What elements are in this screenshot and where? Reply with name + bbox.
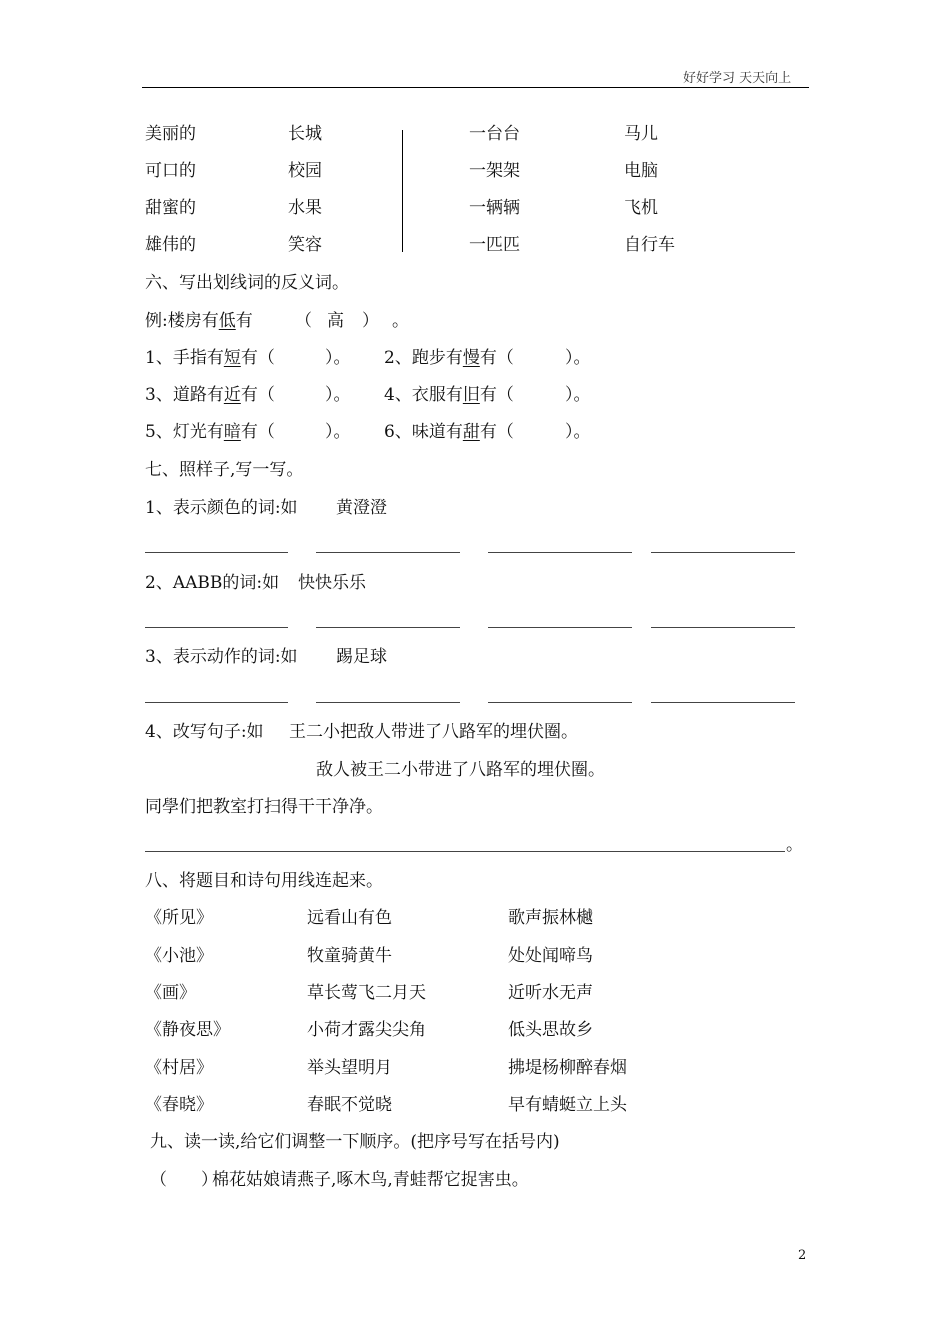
poem-line-b-1: 歌声振林樾 [508,908,593,928]
q1-blank-2[interactable] [316,552,460,553]
measure-1: 一台台 [469,124,520,144]
page-number: 2 [798,1248,807,1263]
object-1: 马儿 [624,124,658,144]
antonym-item-4-close: ）。 [565,385,591,405]
example-answer: 高 [327,311,344,331]
measure-4: 一匹匹 [469,235,520,255]
section6-example [145,310,253,332]
q3-blank-2[interactable] [316,702,460,703]
poem-title-4: 《静夜思》 [145,1020,230,1040]
q3-blank-4[interactable] [651,702,795,703]
poem-line-b-3: 近听水无声 [508,983,593,1003]
q2-label: 2、AABB的词:如 [145,573,280,593]
poem-line-a-1: 远看山有色 [307,908,392,928]
adjective-3: 甜蜜的 [145,198,196,218]
noun-1: 长城 [288,124,322,144]
page-header: 好好学习 天天向上 [683,71,792,86]
poem-line-b-4: 低头思故乡 [508,1020,593,1040]
measure-2: 一架架 [469,161,520,181]
poem-title-3: 《画》 [145,983,196,1003]
poem-title-2: 《小池》 [145,946,213,966]
q1-example: 黄澄澄 [336,498,387,518]
antonym-item-2: 2、跑步有慢有（ [384,348,514,368]
section6-title: 六、写出划线词的反义词。 [145,273,349,293]
q4-end-mark: 。 [786,835,803,855]
q2-blank-3[interactable] [488,627,632,628]
example-suffix: 有 [235,311,253,331]
antonym-item-3: 3、道路有近有（ [145,385,275,405]
noun-3: 水果 [288,198,322,218]
order-item-1-text: 棉花姑娘请燕子,啄木鸟,青蛙帮它捉害虫。 [212,1170,529,1190]
antonym-item-1: 1、手指有短有（ [145,348,275,368]
q1-blank-3[interactable] [488,552,632,553]
q1-blank-1[interactable] [145,552,288,553]
section9-title: 九、读一读,给它们调整一下顺序。(把序号写在括号内) [150,1132,560,1152]
object-2: 电脑 [624,161,658,181]
q2-blank-4[interactable] [651,627,795,628]
poem-line-a-3: 草长莺飞二月天 [307,983,426,1003]
q3-blank-3[interactable] [488,702,632,703]
q4-label: 4、改写句子:如 [145,722,264,742]
antonym-item-6-close: ）。 [565,422,591,442]
adjective-1: 美丽的 [145,124,196,144]
q4-example-1: 王二小把敌人带进了八路军的埋伏圈。 [289,722,578,742]
antonym-item-2-close: ）。 [565,348,591,368]
q4-example-2: 敌人被王二小带进了八路军的埋伏圈。 [316,760,605,780]
q2-example: 快快乐乐 [298,573,366,593]
section8-title: 八、将题目和诗句用线连起来。 [145,871,383,891]
poem-line-b-6: 早有蜻蜓立上头 [508,1095,627,1115]
q1-label: 1、表示颜色的词:如 [145,498,298,518]
example-prefix: 例:楼房有 [145,311,219,331]
q3-label: 3、表示动作的词:如 [145,647,298,667]
poem-line-a-5: 举头望明月 [307,1058,392,1078]
antonym-item-4: 4、衣服有旧有（ [384,385,514,405]
q4-answer-blank[interactable] [145,851,785,852]
header-rule [142,87,809,88]
order-item-1-paren[interactable]: （ ） [150,1170,218,1190]
measure-3: 一辆辆 [469,198,520,218]
adjective-4: 雄伟的 [145,235,196,255]
poem-title-6: 《春晓》 [145,1095,213,1115]
poem-line-b-2: 处处闻啼鸟 [508,946,593,966]
example-paren-close: ） [362,311,379,331]
antonym-item-6: 6、味道有甜有（ [384,422,514,442]
antonym-item-1-close: ）。 [325,348,351,368]
poem-line-a-6: 春眠不觉晓 [307,1095,392,1115]
poem-line-a-4: 小荷才露尖尖角 [307,1020,426,1040]
example-end: 。 [392,311,409,331]
q2-blank-1[interactable] [145,627,288,628]
section7-title: 七、照样子,写一写。 [145,460,304,480]
poem-title-5: 《村居》 [145,1058,213,1078]
antonym-item-5-close: ）。 [325,422,351,442]
antonym-item-5: 5、灯光有暗有（ [145,422,275,442]
example-underlined: 低 [218,311,236,331]
q3-blank-1[interactable] [145,702,288,703]
adjective-2: 可口的 [145,161,196,181]
object-4: 自行车 [624,235,675,255]
antonym-item-3-close: ）。 [325,385,351,405]
q4-sentence: 同學们把教室打扫得干干净净。 [145,797,383,817]
column-divider [402,130,403,252]
example-paren-open: （ [295,311,312,331]
noun-2: 校园 [288,161,322,181]
q3-example: 踢足球 [336,647,387,667]
poem-title-1: 《所见》 [145,908,213,928]
object-3: 飞机 [624,198,658,218]
poem-line-a-2: 牧童骑黄牛 [307,946,392,966]
noun-4: 笑容 [288,235,322,255]
q1-blank-4[interactable] [651,552,795,553]
poem-line-b-5: 拂堤杨柳醉春烟 [508,1058,627,1078]
q2-blank-2[interactable] [316,627,460,628]
